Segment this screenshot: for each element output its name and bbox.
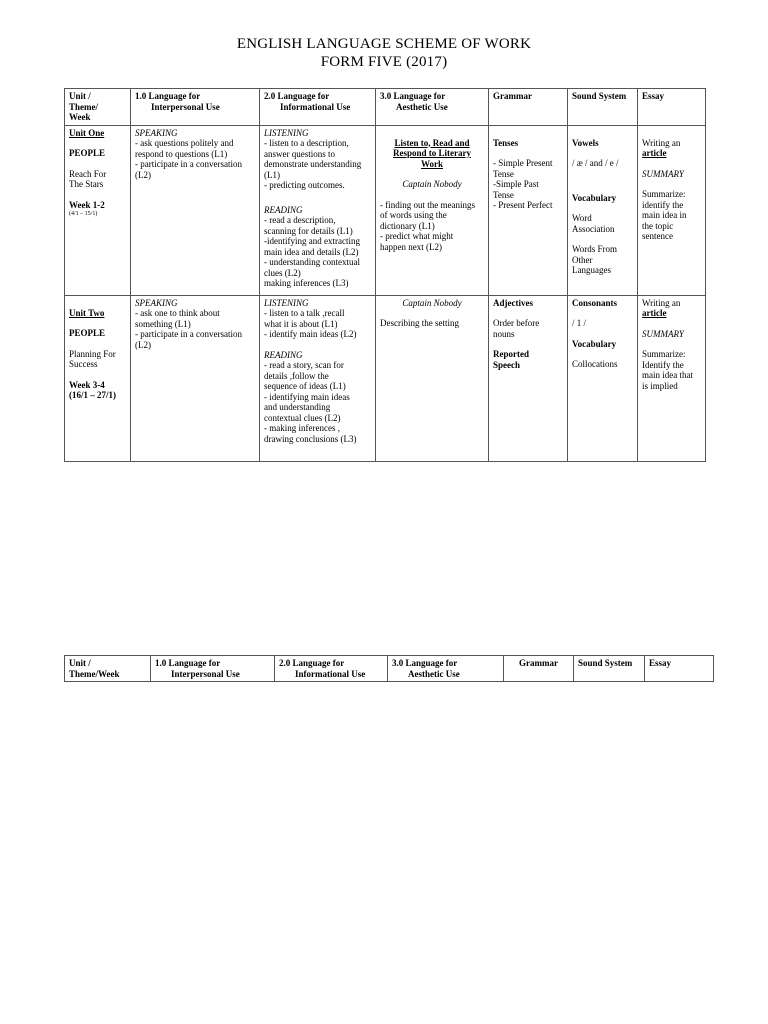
unit-cell: Unit One PEOPLE Reach For The Stars Week 1-2 (4/1 – 15/1): [65, 125, 131, 295]
informational-cell: LISTENING - listen to a description, answer questions to demonstrate understanding (L1) - predicting outcomes. READING - read a description, scanning for details (L1) -identifying and extracting main idea and details (L2) - understanding contextual clues (L2) making inferences (L3): [260, 125, 376, 295]
grammar-cell: Tenses - Simple Present Tense -Simple Past Tense - Present Perfect: [489, 125, 568, 295]
week-label: Week 1-2: [69, 199, 105, 210]
week-dates: (16/1 – 27/1): [69, 390, 116, 400]
scheme-of-work-table: [64, 88, 706, 462]
sound-system-cell: Vowels / æ / and / e / Vocabulary Word Association Words From Other Languages: [568, 125, 638, 295]
header-sound-system: Sound System: [574, 656, 645, 682]
table-row: [65, 295, 706, 461]
table-row: [65, 125, 706, 295]
header-informational: 2.0 Language for Informational Use: [260, 89, 376, 126]
header-row: [65, 656, 714, 682]
document-subtitle: FORM FIVE (2017): [320, 54, 448, 70]
unit-label: Unit Two: [69, 307, 105, 318]
literary-work-title: Captain Nobody: [402, 297, 462, 308]
header-informational: 2.0 Language for Informational Use: [275, 656, 388, 682]
grammar-cell: Adjectives Order before nouns Reported Speech: [489, 295, 568, 461]
header-sound-system: Sound System: [568, 89, 638, 126]
unit-cell: Unit Two PEOPLE Planning For Success Week 3-4 (16/1 – 27/1): [65, 295, 131, 461]
header-grammar: Grammar: [504, 656, 574, 682]
literary-work-title: Captain Nobody: [402, 179, 462, 189]
aesthetic-cell: Listen to, Read and Respond to Literary Work Captain Nobody - finding out the meanings of words using the dictionary (L1) - predict what might happen next (L2): [376, 125, 489, 295]
essay-cell: Writing an article SUMMARY Summarize: Identify the main idea that is implied: [638, 295, 706, 461]
week-label: Week 3-4: [69, 379, 105, 390]
theme-label: PEOPLE: [69, 148, 106, 158]
scheme-of-work-table-continued: [64, 655, 714, 682]
interpersonal-cell: SPEAKING - ask one to think about something (L1) - participate in a conversation (L2): [131, 295, 260, 461]
informational-cell: LISTENING - listen to a talk ,recall what it is about (L1) - identify main ideas (L2) READING - read a story, scan for details ,follow the sequence of ideas (L1) - identifying main ideas and understanding contextual clues (L2) - making inferences , drawing conclusions (L3): [260, 295, 376, 461]
header-aesthetic: 3.0 Language for Aesthetic Use: [388, 656, 504, 682]
unit-label: Unit One: [69, 127, 105, 138]
header-interpersonal: 1.0 Language for Interpersonal Use: [151, 656, 275, 682]
theme-label: PEOPLE: [69, 328, 106, 338]
aesthetic-cell: Captain Nobody Describing the setting: [376, 295, 489, 461]
essay-cell: Writing an article SUMMARY Summarize: identify the main idea in the topic sentence: [638, 125, 706, 295]
header-unit: Unit / Theme/Week: [65, 656, 151, 682]
interpersonal-cell: SPEAKING - ask questions politely and respond to questions (L1) - participate in a conversation (L2): [131, 125, 260, 295]
sound-system-cell: Consonants / 1 / Vocabulary Collocations: [568, 295, 638, 461]
header-grammar: Grammar: [489, 89, 568, 126]
week-dates: (4/1 – 15/1): [69, 211, 98, 217]
header-interpersonal: 1.0 Language for Interpersonal Use: [131, 89, 260, 126]
header-row: [65, 89, 706, 126]
header-aesthetic: 3.0 Language for Aesthetic Use: [376, 89, 489, 126]
header-unit: Unit / Theme/ Week: [65, 89, 131, 126]
document-title: ENGLISH LANGUAGE SCHEME OF WORK: [236, 36, 532, 52]
header-essay: Essay: [638, 89, 706, 126]
header-essay: Essay: [645, 656, 714, 682]
